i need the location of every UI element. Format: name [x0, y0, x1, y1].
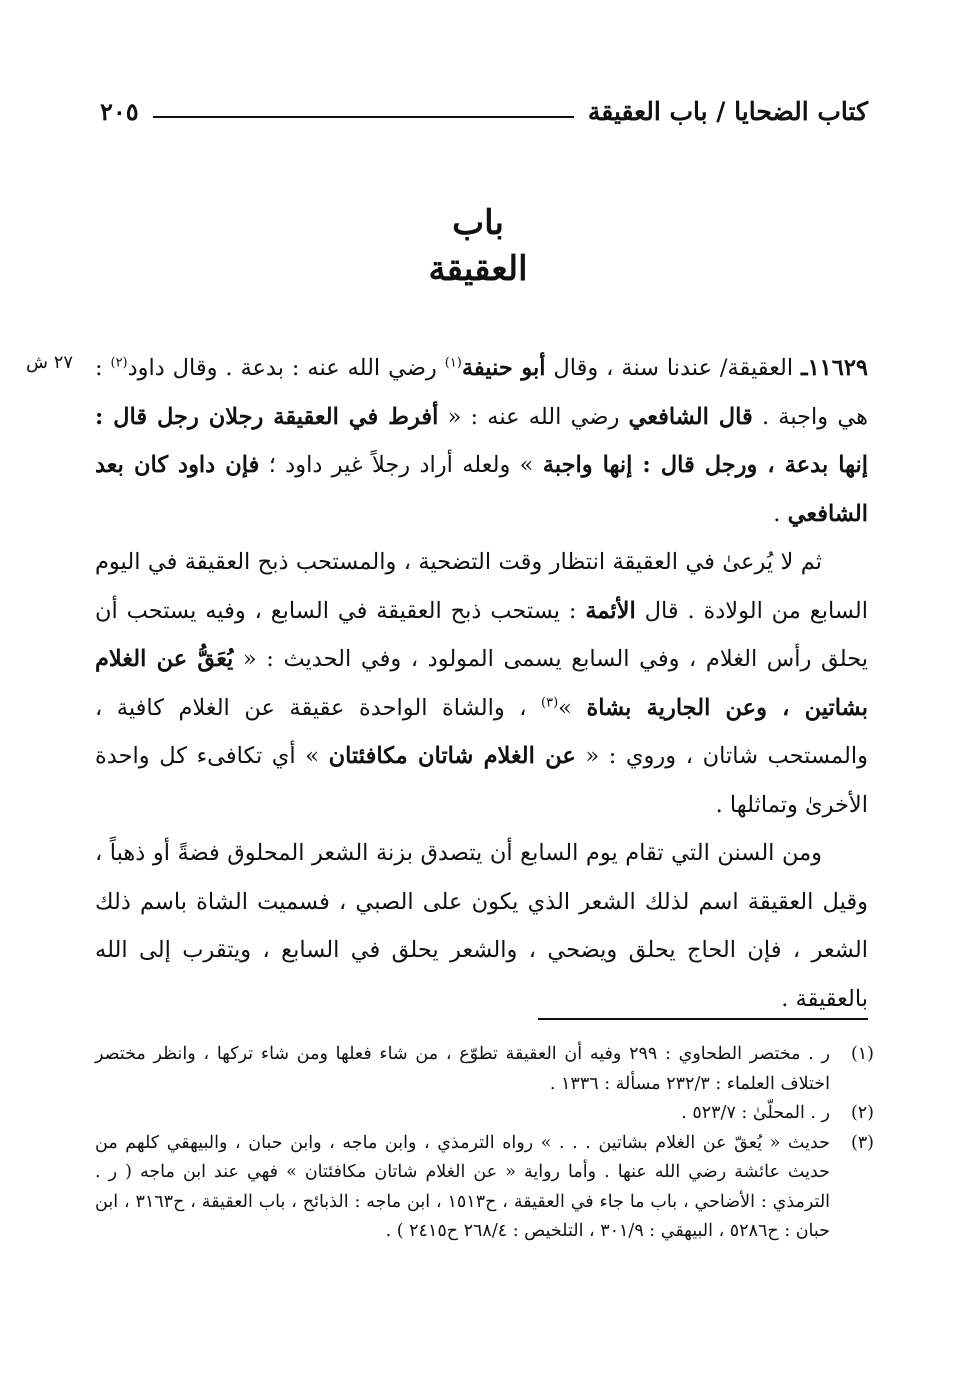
- footnote-text: ر . المحلّىٰ : ٥٢٣/٧ .: [681, 1103, 830, 1123]
- chapter-heading-line-1: باب: [452, 203, 504, 243]
- footnote-1: [95, 1040, 874, 1099]
- bold-run: فإن داود كان بعد الشافعي: [95, 452, 868, 527]
- hadith-bold: يُعَقُّ عن الغلام بشاتين ، وعن الجارية بشاة: [95, 646, 868, 721]
- bold-run: قال الشافعي: [628, 403, 753, 430]
- paragraph-3: ومن السنن التي تقام يوم السابع أن يتصدق بزنة الشعر المحلوق فضةً أو ذهباً ، وقيل العقيقة اسم لذلك الشعر الذي يكون على الصبي ، فسميت الشاة باسم ذلك الشعر ، فإن الحاج يحلق ويضحي ، والشعر يحلق في السابع ، ويتقرب إلى الله بالعقيقة .: [95, 840, 868, 1012]
- text-run: » أي تكافىء كل واحدة الأخرىٰ وتماثلها .: [95, 743, 868, 818]
- main-text: [95, 344, 868, 1023]
- paragraph-2: [95, 538, 868, 829]
- issue-number: ١١٦٢٩ـ: [800, 355, 869, 381]
- text-run: : هي واجبة .: [95, 355, 868, 430]
- running-header: [100, 86, 868, 126]
- text-run: »: [558, 694, 587, 721]
- footnote-text: حديث « يُعقّ عن الغلام بشاتين . . . » رواه الترمذي ، وابن ماجه ، وابن حبان ، والبيهقي كلهم من حديث عائشة رضي الله عنها . وأما رواية « عن الغلام شاتان مكافئتان » فهي عند ابن ماجه ( ر . الترمذي : الأضاحي ، باب ما جاء في العقيقة ، ح١٥١٣ ، ابن ماجه : الذبائح ، باب العقيقة ، ح٣١٦٣ ، ابن حبان : ح٥٢٨٦ ، البيهقي : ٣٠١/٩ ، التلخيص : ٢٦٨/٤ ح٢٤١٥ ) .: [95, 1132, 831, 1241]
- chapter-heading: [0, 200, 956, 292]
- paragraph-1: [95, 344, 868, 538]
- running-title: كتاب الضحايا / باب العقيقة: [587, 97, 868, 126]
- footnote-number: (٢): [850, 1103, 874, 1123]
- footnote-number: (١): [850, 1044, 874, 1064]
- text-run: .: [773, 500, 788, 527]
- footnote-2: [95, 1099, 874, 1129]
- page-number: ٢٠٥: [100, 97, 139, 126]
- text-run: : يستحب ذبح العقيقة في السابع ، وفيه يستحب أن يحلق رأس الغلام ، وفي السابع يسمى المولود ، وفي الحديث : «: [95, 597, 868, 672]
- footnotes: [95, 1040, 874, 1247]
- margin-manuscript-ref: ٢٧ ش: [26, 352, 74, 373]
- bold-run: الأئمة: [585, 597, 636, 624]
- text-run: ، والشاة الواحدة عقيقة عن الغلام كافية ، والمستحب شاتان ، وروي : «: [95, 694, 868, 769]
- footnote-ref-3[interactable]: (٣): [541, 695, 559, 710]
- footnote-ref-1[interactable]: (١): [444, 355, 462, 371]
- footnote-number: (٣): [850, 1132, 874, 1153]
- footnote-separator: [538, 1018, 868, 1020]
- text-run: العقيقة/ عندنا سنة ، وقال: [545, 355, 801, 381]
- footnote-3: [95, 1129, 874, 1247]
- header-rule: [153, 116, 574, 118]
- text-run: رضي الله عنه : بدعة . وقال داود: [127, 355, 445, 381]
- text-run: ثم لا يُرعىٰ في العقيقة انتظار وقت التضحية ، والمستحب ذبح العقيقة في اليوم السابع من الولادة . قال: [95, 549, 868, 624]
- text-run: رضي الله عنه : «: [438, 403, 629, 430]
- name-abu-hanifa: أبو حنيفة: [461, 355, 546, 381]
- hadith-bold: عن الغلام شاتان مكافئتان: [328, 743, 576, 769]
- footnote-text: ر . مختصر الطحاوي : ٢٩٩ وفيه أن العقيقة تطوّع ، من شاء فعلها ومن شاء تركها ، وانظر مختصر اختلاف العلماء : ٢٣٢/٣ مسألة : ١٣٣٦ .: [95, 1044, 830, 1094]
- quote-bold: أفرط في العقيقة رجلان رجل قال : إنها بدعة ، ورجل قال : إنها واجبة: [95, 403, 868, 478]
- footnote-ref-2[interactable]: (٢): [110, 355, 128, 371]
- chapter-heading-line-2: العقيقة: [428, 249, 528, 289]
- text-run: » ولعله أراد رجلاً غير داود ؛: [259, 452, 543, 478]
